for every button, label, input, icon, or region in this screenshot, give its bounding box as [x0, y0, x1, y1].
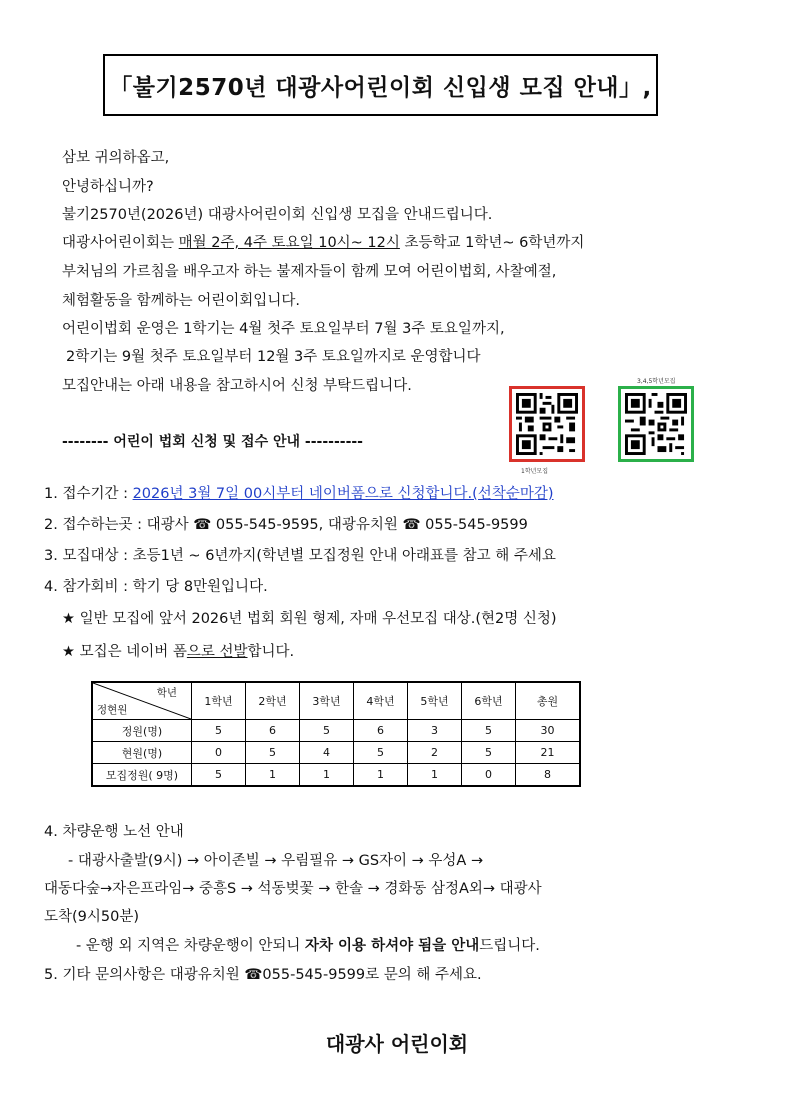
table-cell: 5 — [192, 720, 246, 742]
qr-caption-bottom: 1학년모집 — [521, 468, 549, 475]
table-cell: 3 — [408, 720, 462, 742]
intro-line: 어린이법회 운영은 1학기는 4월 첫주 토요일부터 7월 3주 토요일까지, — [62, 321, 505, 337]
bus-heading: 4. 차량운행 노선 안내 — [44, 824, 184, 840]
item-contact: 2. 접수하는곳 : 대광사 ☎ 055-545-9595, 대광유치원 ☎ 055-545-9599 — [44, 517, 528, 533]
footer-signature: 대광사 어린이회 — [325, 1032, 469, 1056]
page-title: 「불기2570년 대광사어린이회 신입생 모집 안내」, — [103, 54, 658, 116]
qr-code-grade345[interactable] — [618, 386, 694, 462]
star-note: ★ 일반 모집에 앞서 2026년 법회 회원 형제, 자매 우선모집 대상.(현2명 신청) — [62, 611, 557, 627]
intro-line: 부처님의 가르침을 배우고자 하는 불제자들이 함께 모여 어린이법회, 사찰예절, — [62, 264, 557, 280]
bus-note-text: - 운행 외 지역은 차량운행이 안되니 — [76, 938, 301, 954]
qr-code-icon — [625, 393, 687, 455]
bus-note — [76, 936, 540, 956]
table-cell: 2 — [408, 742, 462, 764]
table-cell: 4 — [300, 742, 354, 764]
star-text-underlined: 으로 선발 — [186, 644, 248, 660]
intro-line: 2학기는 9월 첫주 토요일부터 12월 3주 토요일까지로 운영합니다 — [66, 349, 481, 365]
table-cell: 1 — [246, 764, 300, 787]
table-corner-cell — [92, 682, 192, 720]
table-cell: 1 — [354, 764, 408, 787]
intro-line: 불기2570년(2026년) 대광사어린이회 신입생 모집을 안내드립니다. — [62, 207, 493, 223]
bus-note-text: 드립니다. — [479, 938, 540, 954]
inquiry-line: 5. 기타 문의사항은 대광유치원 ☎055-545-9599로 문의 해 주세요. — [44, 967, 482, 983]
bus-route-line: - 대광사출발(9시) → 아이존빌 → 우림필유 → GS자이 → 우성A → — [68, 853, 484, 869]
item-label: 1. 접수기간 : — [44, 486, 128, 502]
table-cell: 30 — [516, 720, 581, 742]
table-cell: 5 — [246, 742, 300, 764]
table-header: 3학년 — [300, 682, 354, 720]
intro-line: 모집안내는 아래 내용을 참고하시어 신청 부탁드립니다. — [62, 378, 412, 394]
bus-route-line: 도착(9시50분) — [44, 909, 140, 925]
greeting-line: 안녕하십니까? — [62, 179, 154, 195]
table-cell: 1 — [300, 764, 354, 787]
table-header: 총원 — [516, 682, 581, 720]
row-label: 현원(명) — [92, 742, 192, 764]
row-label: 정원(명) — [92, 720, 192, 742]
table-cell: 1 — [408, 764, 462, 787]
table-header: 5학년 — [408, 682, 462, 720]
table-cell: 0 — [192, 742, 246, 764]
star-note — [62, 642, 294, 662]
table-row — [92, 764, 580, 787]
qr-caption-top: 3,4,5학년모집 — [637, 378, 676, 385]
intro-schedule-line — [62, 233, 584, 253]
table-header: 1학년 — [192, 682, 246, 720]
table-cell: 8 — [516, 764, 581, 787]
section-header: -------- 어린이 법회 신청 및 접수 안내 ---------- — [62, 434, 363, 450]
table-header: 4학년 — [354, 682, 408, 720]
row-label: 모집정원( 9명) — [92, 764, 192, 787]
table-cell: 5 — [300, 720, 354, 742]
table-cell: 5 — [192, 764, 246, 787]
item-target: 3. 모집대상 : 초등1년 ~ 6년까지(학년별 모집정원 안내 아래표를 참고 해 주세요 — [44, 548, 556, 564]
intro-line: 체험활동을 함께하는 어린이회입니다. — [62, 293, 300, 309]
table-header-row — [92, 682, 580, 720]
qr-code-icon — [516, 393, 578, 455]
table-cell: 0 — [462, 764, 516, 787]
bus-note-bold: 자차 이용 하셔야 됨을 안내 — [304, 938, 480, 954]
table-row — [92, 720, 580, 742]
intro-text: 대광사어린이회는 — [62, 235, 175, 251]
enrollment-table — [91, 681, 581, 787]
table-cell: 5 — [354, 742, 408, 764]
qr-code-grade1[interactable] — [509, 386, 585, 462]
bus-route-line: 대동다숲→자은프라임→ 중흥S → 석동벚꽃 → 한솔 → 경화동 삼정A외→ 대광사 — [44, 881, 542, 897]
intro-text: 초등학교 1학년~ 6학년까지 — [404, 235, 585, 251]
table-row — [92, 742, 580, 764]
table-cell: 5 — [462, 742, 516, 764]
table-cell: 6 — [246, 720, 300, 742]
item-fee: 4. 참가회비 : 학기 당 8만원입니다. — [44, 579, 268, 595]
star-text: 합니다. — [247, 644, 295, 660]
schedule-highlight: 매월 2주, 4주 토요일 10시~ 12시 — [178, 235, 400, 251]
greeting-line: 삼보 귀의하옵고, — [62, 150, 170, 166]
table-header: 6학년 — [462, 682, 516, 720]
corner-label-count: 정현원 — [97, 704, 128, 716]
item-application-period — [44, 484, 554, 504]
table-cell: 5 — [462, 720, 516, 742]
naver-form-link[interactable]: 2026년 3월 7일 00시부터 네이버폼으로 신청합니다.(선착순마감) — [132, 486, 554, 502]
table-header: 2학년 — [246, 682, 300, 720]
star-text: ★ 모집은 네이버 폼 — [62, 644, 187, 660]
corner-label-grade: 학년 — [156, 687, 177, 699]
table-cell: 6 — [354, 720, 408, 742]
table-cell: 21 — [516, 742, 581, 764]
